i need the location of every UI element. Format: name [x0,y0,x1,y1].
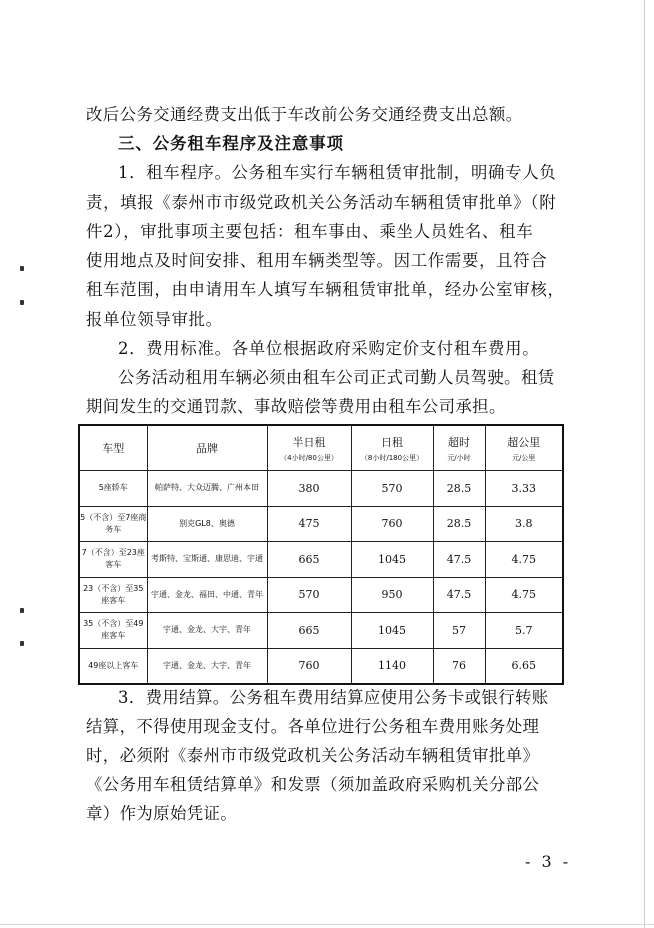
cell-day: 1140 [351,648,433,684]
cell-day: 760 [351,506,433,542]
cell-overtime: 28.5 [433,471,485,507]
cell-day: 570 [351,471,433,507]
cell-day: 1045 [351,613,433,649]
cell-model: 35（不含）至49座客车 [79,613,147,649]
rental-fee-table [78,424,564,685]
section-heading: 三、公务租车程序及注意事项 [118,134,345,153]
cell-overtime: 47.5 [433,542,485,578]
cell-day: 950 [351,577,433,613]
paragraph-line: 结算，不得使用现金支付。各单位进行公务租车费用账务处理 [86,717,540,736]
paragraph-line: 3．费用结算。公务租车费用结算应使用公务卡或银行转账 [118,688,549,707]
paragraph-line: 《公务用车租赁结算单》和发票（须加盖政府采购机关分部公 [86,775,540,794]
paragraph-line: 2．费用标准。各单位根据政府采购定价支付租车费用。 [118,339,540,358]
paragraph-line: 时，必须附《泰州市市级党政机关公务活动车辆租赁审批单》 [86,746,540,765]
header-half-day: 半日租 （4小时/80公里） [267,425,351,471]
cell-half-day: 665 [267,613,351,649]
header-brand: 品牌 [147,425,267,471]
paragraph-line: 期间发生的交通罚款、事故赔偿等费用由租车公司承担。 [86,397,506,416]
cell-brand: 宇通、金龙、大宇、青年 [147,648,267,684]
page-edge-line [644,0,645,928]
cell-brand: 考斯特、宝斯通、康思迪、宇通 [147,542,267,578]
paragraph-line: 1．租车程序。公务租车实行车辆租赁审批制，明确专人负 [118,163,557,182]
paragraph-line: 责，填报《泰州市市级党政机关公务活动车辆租赁审批单》（附 [86,193,557,212]
header-day: 日租 （8小时/180公里） [351,425,433,471]
cell-half-day: 665 [267,542,351,578]
cell-model: 7（不含）至23座客车 [79,542,147,578]
cell-overkm: 3.8 [485,506,563,542]
table-row [79,648,563,684]
paragraph-line: 改后公务交通经费支出低于车改前公务交通经费支出总额。 [86,105,523,124]
cell-half-day: 570 [267,577,351,613]
cell-overtime: 76 [433,648,485,684]
cell-overkm: 3.33 [485,471,563,507]
cell-brand: 宇通、金龙、福田、中通、青年 [147,577,267,613]
binding-hole-mark [20,266,24,271]
cell-half-day: 380 [267,471,351,507]
cell-overkm: 4.75 [485,542,563,578]
header-model: 车型 [79,425,147,471]
table-row [79,613,563,649]
cell-overkm: 6.65 [485,648,563,684]
binding-hole-mark [20,641,24,646]
table-row [79,542,563,578]
table-row [79,506,563,542]
cell-overtime: 28.5 [433,506,485,542]
cell-half-day: 760 [267,648,351,684]
cell-brand: 帕萨特、大众迈腾、广州本田 [147,471,267,507]
cell-overtime: 47.5 [433,577,485,613]
header-overkm: 超公里 元/公里 [485,425,563,471]
cell-model: 49座以上客车 [79,648,147,684]
paragraph-line: 报单位领导审批。 [86,310,223,329]
page-bottom-line [0,924,654,925]
paragraph-line: 公务活动租用车辆必须由租车公司正式司勤人员驾驶。租赁 [118,368,555,387]
table-header-row [79,425,563,471]
cell-day: 1045 [351,542,433,578]
cell-half-day: 475 [267,506,351,542]
table-row [79,471,563,507]
cell-overkm: 5.7 [485,613,563,649]
cell-brand: 宇通、金龙、大宇、青年 [147,613,267,649]
cell-brand: 别克GL8、奥德 [147,506,267,542]
table-row [79,577,563,613]
paragraph-line: 件2），审批事项主要包括：租车事由、乘坐人员姓名、租车 [86,222,534,241]
page-number: - 3 - [525,852,572,871]
header-overtime: 超时 元/小时 [433,425,485,471]
cell-overtime: 57 [433,613,485,649]
paragraph-line: 使用地点及时间安排、租用车辆类型等。因工作需要，且符合 [86,251,548,270]
cell-model: 23（不含）至35座客车 [79,577,147,613]
cell-model: 5（不含）至7座商务车 [79,506,147,542]
paragraph-line: 租车范围，由申请用车人填写车辆租赁审批单，经办公室审核， [86,280,565,299]
binding-hole-mark [20,300,24,305]
cell-overkm: 4.75 [485,577,563,613]
paragraph-line: 章）作为原始凭证。 [86,804,238,823]
cell-model: 5座轿车 [79,471,147,507]
binding-hole-mark [20,608,24,613]
